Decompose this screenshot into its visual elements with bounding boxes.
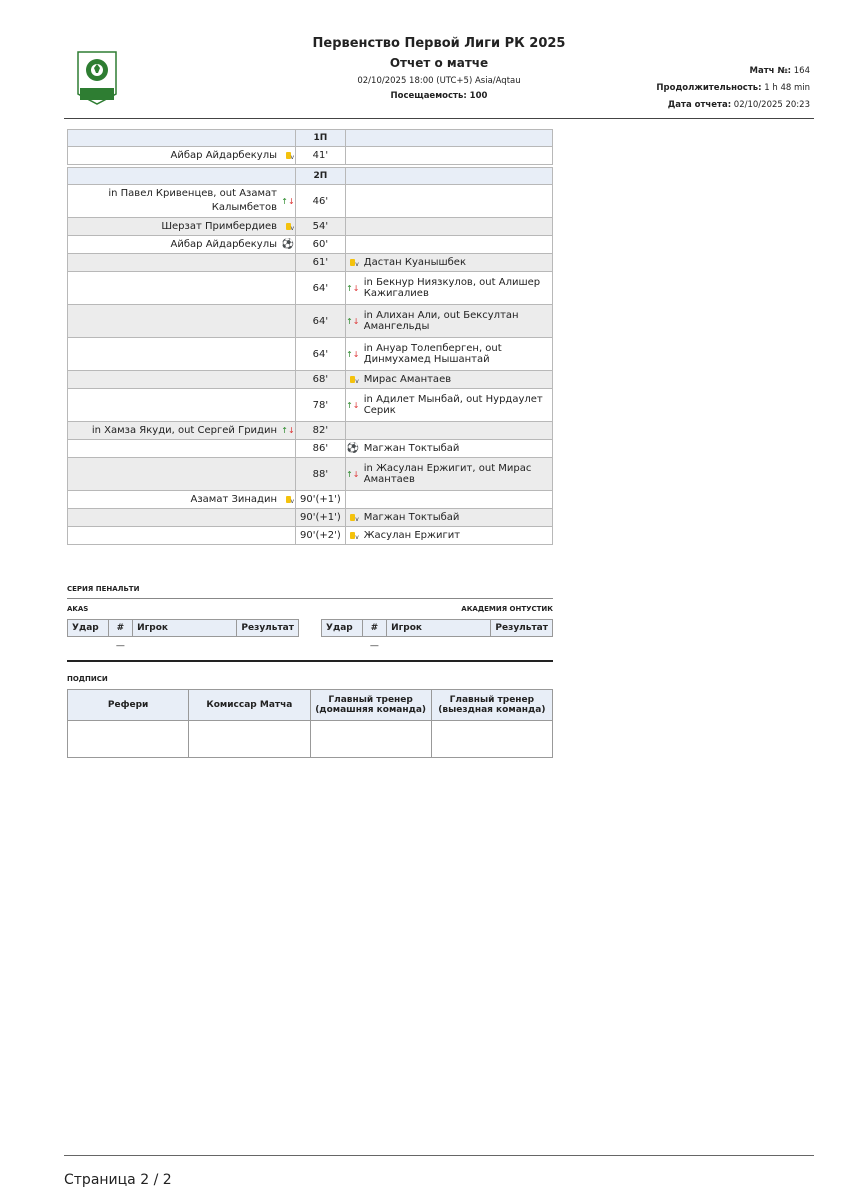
sig-commissioner-cell [189,721,310,758]
penalty-away-team: АКАДЕМИЯ ОНТУСТИК [461,605,553,613]
event-row [68,254,553,272]
goal-ball-icon: ⚽ [346,443,359,454]
event-row [68,305,553,338]
event-minute: 86' [296,440,346,458]
substitution-icon: ↑↓ [346,469,360,479]
empty-mark: — [369,641,379,651]
away-event: Мирас Амантаев [360,371,553,389]
page-number: Страница 2 / 2 [64,1172,172,1188]
sig-referee: Рефери [68,690,189,721]
event-minute: 64' [296,338,346,371]
divider-thick [67,660,553,662]
yellow-card-icon [350,376,355,383]
away-event [360,147,553,165]
event-row [68,218,553,236]
yellow-card-icon [286,223,291,230]
col-number: # [108,620,132,637]
away-event: Жасулан Ержигит [360,527,553,545]
yellow-card-icon [286,496,291,503]
period-row [68,130,553,147]
away-event [360,236,553,254]
event-row [68,236,553,254]
event-minute: 88' [296,458,346,491]
event-row [68,422,553,440]
substitution-icon: ↑↓ [346,349,360,359]
home-event [68,338,282,371]
sig-home-coach-cell [310,721,431,758]
substitution-icon: ↑↓ [281,426,295,435]
away-event [360,218,553,236]
event-row [68,185,553,218]
sig-home-coach: Главный тренер (домашняя команда) [310,690,431,721]
report-subtitle: Отчет о матче [389,56,489,70]
col-number: # [362,620,386,637]
away-event [360,185,553,218]
match-datetime: 02/10/2025 18:00 (UTC+5) Asia/Aqtau [357,76,521,86]
duration: 1 h 48 min [764,83,810,93]
event-minute: 90'(+2') [296,527,346,545]
col-shot: Удар [322,620,363,637]
home-event [68,272,282,305]
event-minute: 46' [296,185,346,218]
event-minute: 64' [296,305,346,338]
period-label: 2П [296,168,346,185]
match-number: 164 [793,66,810,76]
col-result: Результат [237,620,299,637]
event-minute: 60' [296,236,346,254]
penalty-table-home [67,619,299,652]
substitution-icon: ↑↓ [346,316,360,326]
home-event [68,509,282,527]
penalty-section-title: СЕРИЯ ПЕНАЛЬТИ [67,585,140,593]
away-event: Дастан Куанышбек [360,254,553,272]
match-number-label: Матч №: [749,66,792,76]
home-event: Шерзат Примбердиев [68,218,282,236]
event-row [68,491,553,509]
event-minute: 68' [296,371,346,389]
event-row [68,509,553,527]
event-minute: 82' [296,422,346,440]
col-player: Игрок [133,620,237,637]
sig-away-coach: Главный тренер (выездная команда) [431,690,552,721]
period-row [68,168,553,185]
yellow-card-icon [350,259,355,266]
col-player: Игрок [387,620,491,637]
event-minute: 90'(+1') [296,509,346,527]
away-event: in Адилет Мынбай, out Нурдаулет Серик [360,389,553,422]
sig-referee-cell [68,721,189,758]
home-event: Айбар Айдарбекулы [68,147,282,165]
yellow-card-icon [350,514,355,521]
report-date-label: Дата отчета: [667,100,732,110]
away-event: in Бекнур Ниязкулов, out Алишер Кажигалиев [360,272,553,305]
col-shot: Удар [68,620,109,637]
event-minute: 64' [296,272,346,305]
home-event [68,458,282,491]
event-minute: 41' [296,147,346,165]
event-row [68,527,553,545]
event-minute: 54' [296,218,346,236]
divider [67,598,553,599]
signatures-section-title: ПОДПИСИ [67,675,108,683]
away-event [360,422,553,440]
event-row [68,458,553,491]
home-event: Азамат Зинадин [68,491,282,509]
report-date: 02/10/2025 20:23 [733,100,810,110]
home-event [68,440,282,458]
event-row [68,371,553,389]
signatures-table [67,689,553,758]
home-event [68,305,282,338]
events-table [67,129,553,545]
event-row [68,389,553,422]
yellow-card-icon [350,532,355,539]
footer-divider [64,1155,814,1156]
event-row [68,440,553,458]
report-title: Первенство Первой Лиги РК 2025 [312,36,566,51]
away-event: in Алихан Али, out Бексултан Амангельды [360,305,553,338]
sig-commissioner: Комиссар Матча [189,690,310,721]
home-event [68,254,282,272]
home-event: in Павел Кривенцев, out Азамат Калымбетов [68,185,282,218]
yellow-card-icon [286,152,291,159]
substitution-icon: ↑↓ [346,400,360,410]
home-event [68,527,282,545]
event-minute: 90'(+1') [296,491,346,509]
penalty-table-away [321,619,553,652]
home-event [68,389,282,422]
away-event [360,491,553,509]
event-minute: 78' [296,389,346,422]
home-event: in Хамза Якуди, out Сергей Гридин [68,422,282,440]
match-meta [656,63,810,114]
event-row [68,272,553,305]
empty-mark: — [115,641,125,651]
report-header [64,30,814,119]
penalty-home-team: AKAS [67,605,89,613]
event-row [68,147,553,165]
away-event: Магжан Токтыбай [360,509,553,527]
sig-away-coach-cell [431,721,552,758]
home-event [68,371,282,389]
goal-ball-icon: ⚽ [281,239,295,250]
substitution-icon: ↑↓ [346,283,360,293]
attendance: Посещаемость: 100 [390,91,488,101]
duration-label: Продолжительность: [656,83,762,93]
event-row [68,338,553,371]
away-event: in Ануар Толепберген, out Динмухамед Нышантай [360,338,553,371]
substitution-icon: ↑↓ [281,196,295,206]
period-label: 1П [296,130,346,147]
away-event: Магжан Токтыбай [360,440,553,458]
event-minute: 61' [296,254,346,272]
away-event: in Жасулан Ержигит, out Мирас Амантаев [360,458,553,491]
home-event: Айбар Айдарбекулы [68,236,282,254]
col-result: Результат [491,620,553,637]
